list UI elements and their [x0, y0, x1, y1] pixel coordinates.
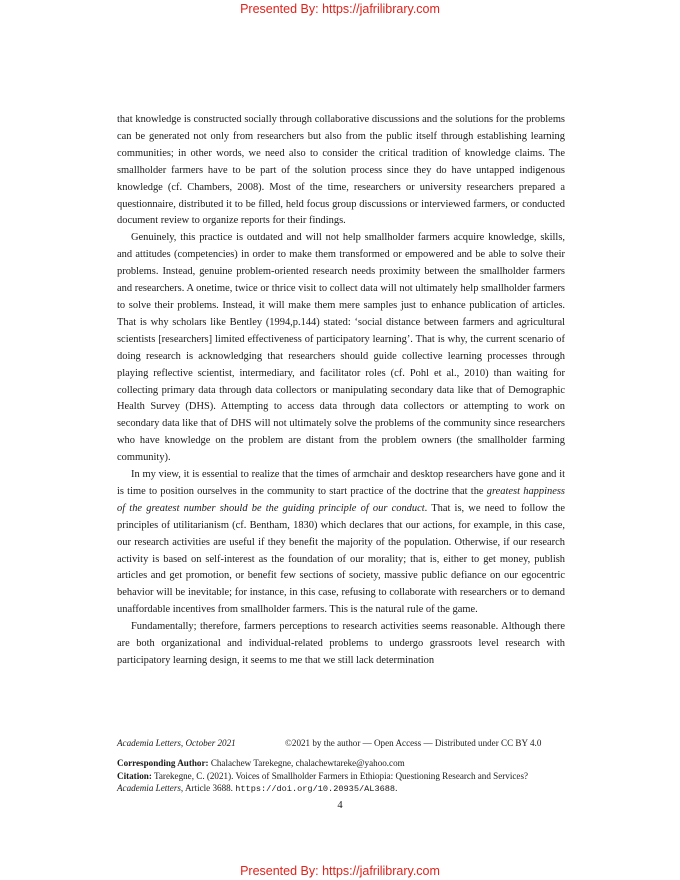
- top-banner: Presented By: https://jafrilibrary.com: [240, 2, 440, 16]
- footer-journal: Academia Letters, October 2021: [117, 738, 236, 748]
- paragraph-3-after: . That is, we need to follow the principles of utilitarianism (cf. Bentham, 1830) which declares that our actions, for example, in this case, our research activities are useful if they benefit the majority of the population. Otherwise, if our research activity is based on self-interest as the foundation of our morality; that is, either to get money, publish articles and get promotion, or benefit few sections of society, massive public defiance on our egocentric behavior will be inevitable; for instance, in this case, refusing to collaborate with researchers or to demand unaffordable incentives from smallholder farmers. This is the natural rule of the game.: [117, 502, 565, 616]
- paragraph-4: Fundamentally; therefore, farmers perceptions to research activities seems reasonable. Although there are both organizational and individual-related problems to undergo grassroots level research with participatory learning design, it seems to me that we still lack determination: [117, 621, 565, 666]
- article-body: [117, 112, 565, 670]
- article-meta: [117, 757, 565, 796]
- footer-copyright: ©2021 by the author — Open Access — Distributed under CC BY 4.0: [285, 738, 542, 748]
- corresponding-author-label: Corresponding Author:: [117, 758, 209, 768]
- paragraph-3-before: In my view, it is essential to realize that the times of armchair and desktop researchers have gone and it is time to position ourselves in the community to start practice of the doctrine that the: [117, 469, 565, 497]
- corresponding-author: [117, 757, 565, 770]
- corresponding-author-value: Chalachew Tarekegne, chalachewtareke@yahoo.com: [208, 758, 405, 768]
- citation: [117, 770, 565, 796]
- paragraph-1: that knowledge is constructed socially through collaborative discussions and the solutions for the problems can be generated not only from researchers but also from the public itself through establishing learning communities; in other words, we need also to consider the critical tradition of knowledge claims. The smallholder farmers have to be part of the solution process since they do have untapped indigenous knowledge (cf. Chambers, 2008). Most of the time, researchers or university researchers prepared a questionnaire, distributed it to be filled, held focus group discussions or interviewed farmers, or conducted document review to organize reports for their findings.: [117, 114, 565, 227]
- bottom-banner: Presented By: https://jafrilibrary.com: [240, 864, 440, 878]
- paragraph-3-italic-quote: greatest happiness of the greatest number should be the guiding principle of our conduct: [117, 485, 565, 514]
- paragraph-3: [117, 467, 565, 619]
- citation-end: .: [395, 783, 398, 793]
- citation-journal: Academia Letters: [117, 783, 181, 793]
- citation-text: Tarekegne, C. (2021). Voices of Smallholder Farmers in Ethiopia: Questioning Research and Services?: [151, 770, 529, 781]
- citation-label: Citation:: [117, 770, 152, 781]
- citation-doi-link[interactable]: https://doi.org/10.20935/AL3688: [235, 784, 396, 794]
- paragraph-2: Genuinely, this practice is outdated and will not help smallholder farmers acquire knowledge, skills, and attitudes (competencies) in order to make them transformed or empowered and be able to solve their problems. Instead, genuine problem-oriented research needs proximity between the smallholder farmers and researchers. A onetime, twice or thrice visit to collect data will not ultimately help smallholder farmers to solve their problems. Instead, it will make them mere samples just to enhance publication of articles. That is why scholars like Bentley (1994,p.144) stated: ‘social distance between farmers and agricultural scientists [researchers] limited effectiveness of participatory learning’. That is why, the current scenario of doing research is acknowledging that researchers should guide collective learning processes through playing reflective scientist, intermediary, and facilitator roles (cf. Pohl et al., 2010) than waiting for collecting primary data through data collectors or manipulating secondary data like that of Demographic Health Survey (DHS). Attempting to access data through data collectors or attempting to work on secondary data like that of DHS will not ultimately solve the problems of the community since researchers who have knowledge on the problem are distant from the problem owners (the smallholder farming community).: [117, 232, 565, 464]
- page-number: 4: [337, 800, 343, 811]
- citation-article: , Article 3688.: [180, 783, 236, 793]
